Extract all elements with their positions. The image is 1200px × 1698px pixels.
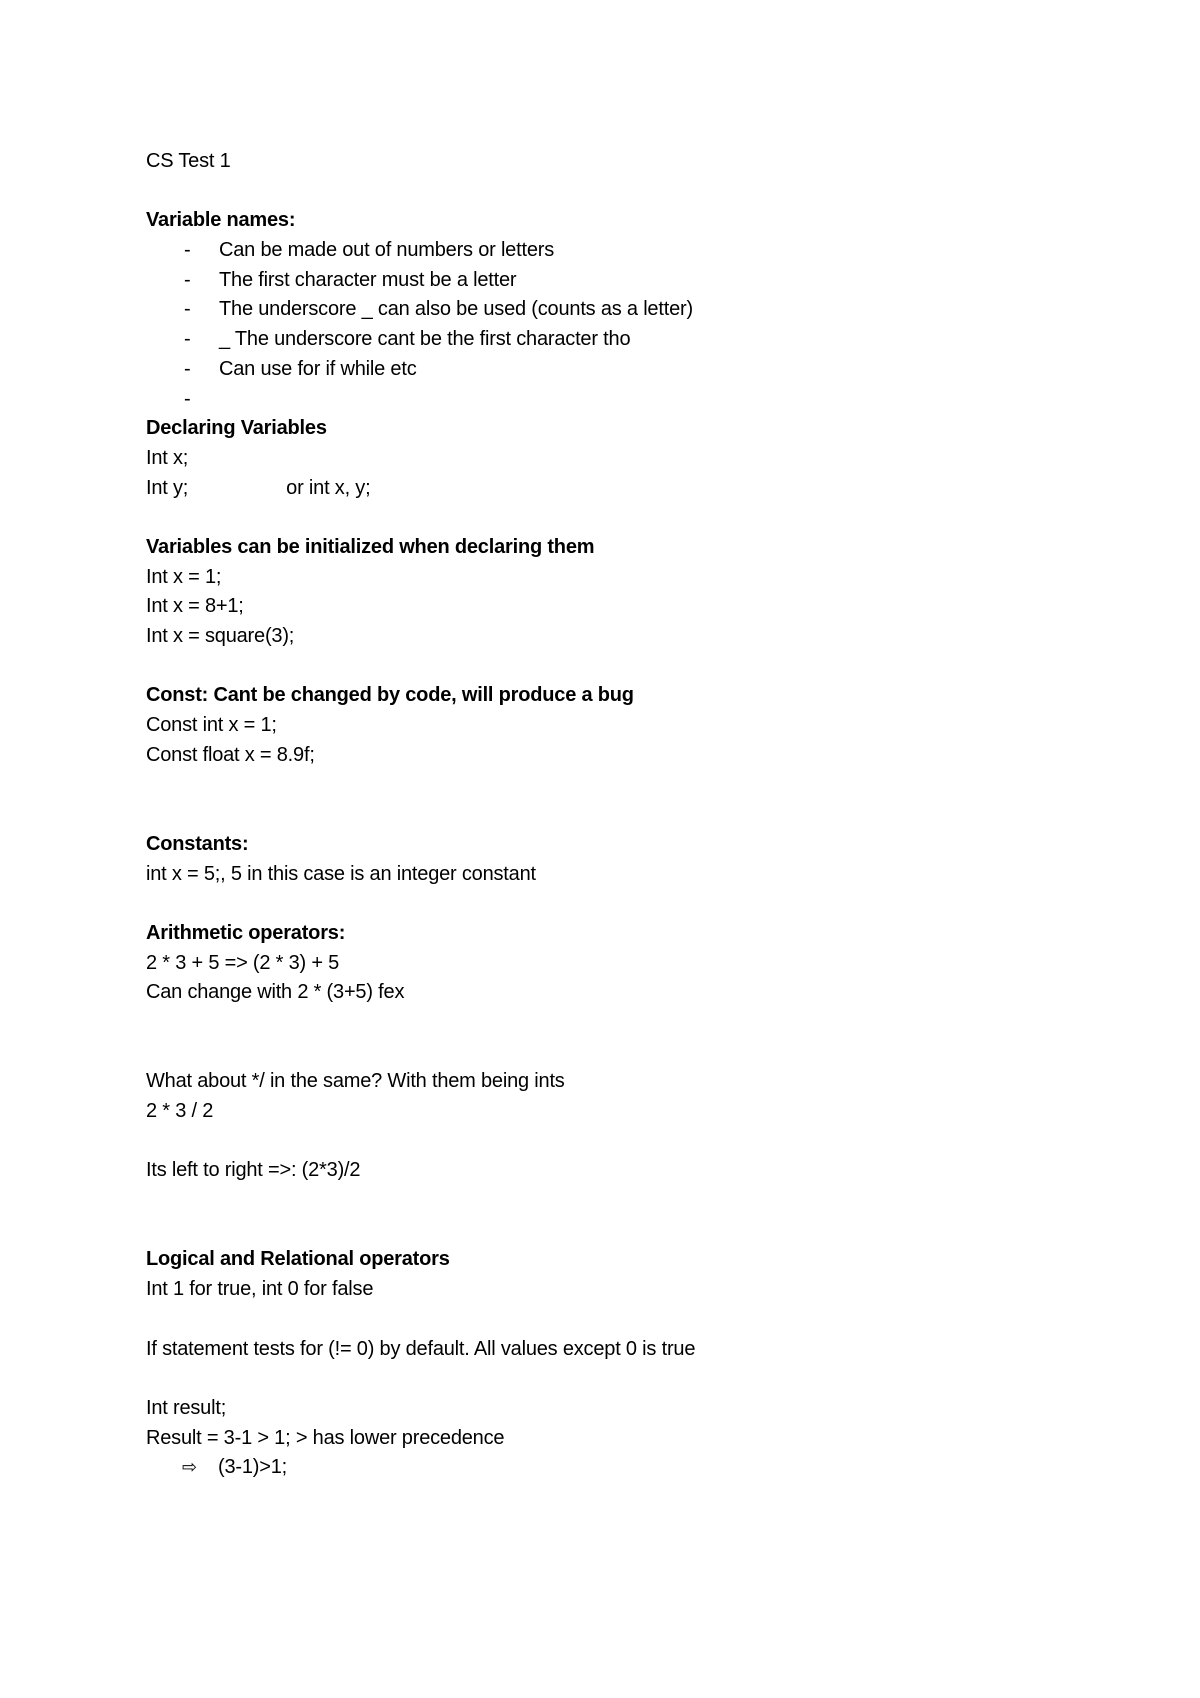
bullet-dash: - [184,387,191,410]
blank-line [146,1008,1106,1038]
text-line: 2 * 3 + 5 => (2 * 3) + 5 [146,951,340,974]
text-line: Result = 3-1 > 1; > has lower precedence [146,1426,505,1449]
text-line: 2 * 3 / 2 [146,1100,214,1122]
code-line [146,474,1106,504]
bullet-dash: - [184,239,191,262]
bullet-item [146,266,1106,296]
bullet-dash: - [184,357,191,380]
blank-line [146,1364,1106,1394]
code-line-part: or int x, y; [286,476,371,499]
blank-line [146,800,1106,830]
code-line-part: Int y; [146,476,189,499]
blank-line [146,503,1106,533]
arrow-bullet-item [146,1453,1106,1483]
code-line: Int x; [146,446,189,469]
bullet-dash: - [184,268,191,291]
bullet-text: Can use for if while etc [219,357,417,380]
code-line: Const float x = 8.9f; [146,743,315,766]
bullet-item [146,355,1106,385]
bullet-text: _ The underscore cant be the first character tho [219,328,631,351]
blank-line [146,177,1106,207]
blank-line [146,889,1106,919]
bullet-text: The first character must be a letter [219,268,517,291]
blank-line [146,1186,1106,1216]
text-line: Can change with 2 * (3+5) fex [146,981,405,1004]
bullet-text: (3-1)>1; [218,1456,287,1479]
code-line: Int x = 1; [146,565,222,588]
code-line: Const int x = 1; [146,714,277,737]
code-line: Int x = square(3); [146,625,295,647]
text-line: Its left to right =>: (2*3)/2 [146,1159,361,1182]
document-title: CS Test 1 [146,150,231,172]
text-line: If statement tests for (!= 0) by default. All values except 0 is true [146,1337,696,1360]
section-heading-initialized: Variables can be initialized when declaring them [146,535,595,558]
bullet-item-empty [146,385,1106,415]
blank-line [146,1216,1106,1246]
text-line: What about */ in the same? With them being ints [146,1070,565,1093]
text-line: Int 1 for true, int 0 for false [146,1278,374,1301]
text-line: int x = 5;, 5 in this case is an integer constant [146,862,536,885]
section-heading-arithmetic: Arithmetic operators: [146,921,346,944]
text-line: Int result; [146,1396,227,1419]
right-arrow-icon: ⇨ [182,1457,197,1479]
blank-line [146,770,1106,800]
code-line: Int x = 8+1; [146,595,244,618]
section-heading-constants: Constants: [146,832,249,855]
bullet-item [146,295,1106,325]
document-body [146,147,1106,1483]
blank-line [146,1038,1106,1068]
bullet-dash: - [184,298,191,321]
blank-line [146,1127,1106,1157]
section-heading-logical: Logical and Relational operators [146,1248,450,1271]
bullet-dash: - [184,328,191,351]
blank-line [146,1305,1106,1335]
section-heading-declaring: Declaring Variables [146,417,327,440]
section-heading-variable-names: Variable names: [146,209,296,232]
section-heading-const: Const: Cant be changed by code, will produce a bug [146,684,634,707]
bullet-item [146,325,1106,355]
blank-line [146,652,1106,682]
bullet-text: The underscore _ can also be used (counts as a letter) [219,298,693,321]
bullet-item [146,236,1106,266]
bullet-text: Can be made out of numbers or letters [219,239,555,262]
